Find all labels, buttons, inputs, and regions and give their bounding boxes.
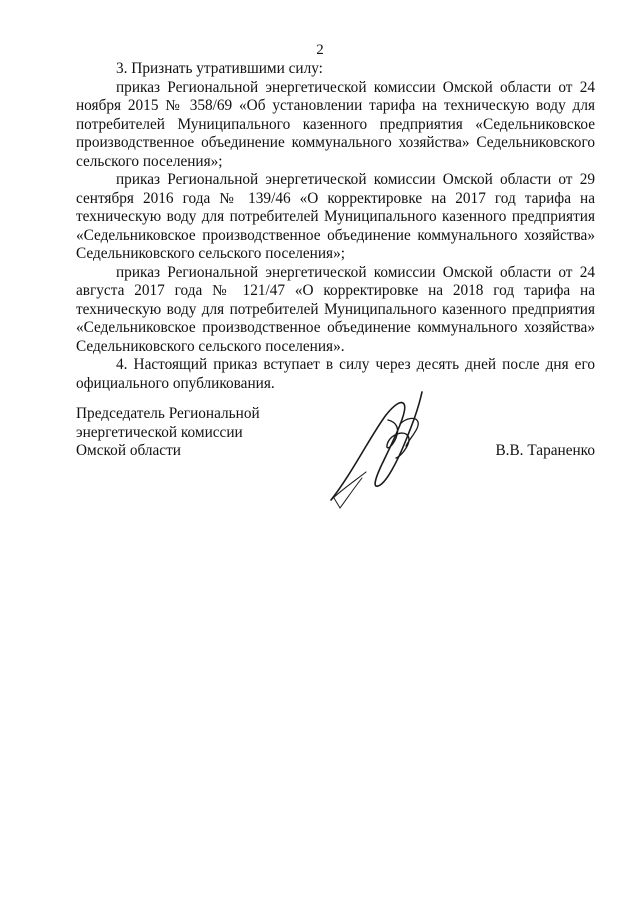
page-number: 2 bbox=[316, 42, 324, 58]
repealed-order-358-69: приказ Региональной энергетической комиссии Омской области от 24 ноября 2015 № 358/69 «Об установлении тарифа на техническую воду для потребителей Муниципального казенного предприятия «Седельниковское производственное объединение коммунального хозяйства» Седельниковского сельского поселения»; bbox=[76, 78, 595, 170]
signer-title-line: энергетической комиссии bbox=[76, 423, 243, 441]
signer-title-line: Председатель Региональной bbox=[76, 405, 260, 422]
point-3-heading: 3. Признать утратившими силу: bbox=[116, 60, 323, 77]
handwritten-signature bbox=[326, 380, 446, 530]
signer-title bbox=[76, 405, 260, 461]
document-body bbox=[76, 60, 595, 393]
repealed-order-139-46: приказ Региональной энергетической комиссии Омской области от 29 сентября 2016 года № 139/46 «О корректировке на 2017 год тарифа на техническую воду для потребителей Муниципального казенного предприятия «Седельниковское производственное объединение коммунального хозяйства» Седельниковского сельского поселения»; bbox=[76, 171, 595, 262]
signer-title-line: Омской области bbox=[76, 442, 181, 459]
signature-block bbox=[76, 405, 595, 535]
point-4-entry-into-force: 4. Настоящий приказ вступает в силу через десять дней после дня его официального опубликования. bbox=[76, 356, 595, 392]
signer-name: В.В. Тараненко bbox=[495, 442, 595, 459]
repealed-order-121-47: приказ Региональной энергетической комиссии Омской области от 24 августа 2017 года № 121/47 «О корректировке на 2018 год тарифа на техническую воду для потребителей Муниципального казенного предприятия «Седельниковское производственное объединение коммунального хозяйства» Седельниковского сельского поселения». bbox=[76, 263, 595, 355]
